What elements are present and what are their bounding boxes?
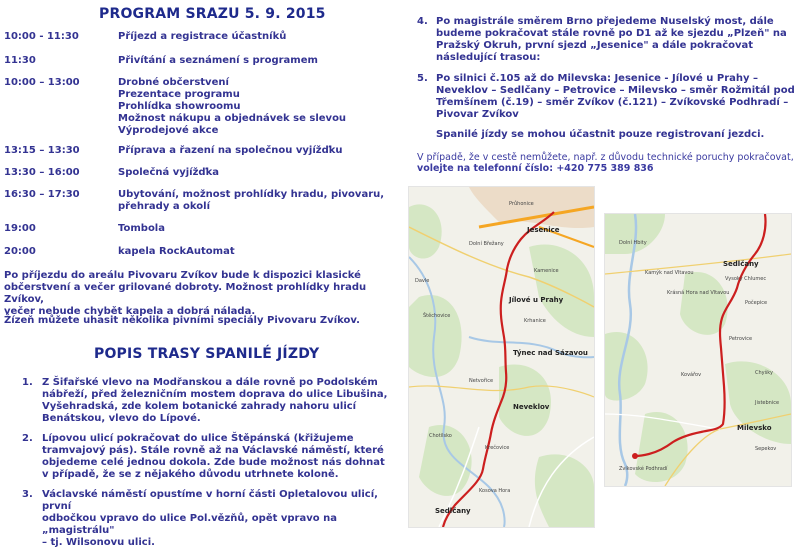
map1-label: Jesenice	[527, 226, 560, 234]
registered-note: Spanilé jízdy se mohou účastnit pouze registrovaní jezdci.	[436, 129, 765, 140]
route-line: Václavské náměstí opustíme v horní části Opletalovou ulicí, první	[42, 489, 378, 512]
map1-svg	[409, 187, 594, 527]
route-line: následující trasou:	[436, 52, 541, 63]
program-time: 10:00 - 11:30	[4, 31, 79, 42]
program-desc: Přivítání a seznámení s programem	[118, 55, 318, 66]
program-desc: Výprodejové akce	[118, 125, 219, 136]
route-step-number: 5.	[417, 73, 428, 84]
route-line: odbočkou vpravo do ulice Pol.vězňů, opět vpravo na „magistrálu"	[42, 513, 337, 536]
program-paragraph	[4, 270, 396, 318]
map1-label: Kamenice	[534, 268, 559, 274]
program-time: 16:30 – 17:30	[4, 189, 80, 200]
route-line: budeme pokračovat stále rovně po D1 až ke sjezdu „Plzeň" na	[436, 28, 787, 39]
map1-label: Kosova Hora	[479, 488, 511, 494]
program-time: 13:30 – 16:00	[4, 167, 80, 178]
route-step-number: 4.	[417, 16, 428, 27]
route-line: Pražský Okruh, první sjezd „Jesenice" a dále pokračovat	[436, 40, 754, 51]
map2-label: Zvíkovské Podhradí	[619, 466, 668, 472]
program-desc: Příprava a řazení na společnou vyjížďku	[118, 145, 343, 156]
program-time: 13:15 – 13:30	[4, 145, 80, 156]
route-line: objedeme celé jednou dokola. Zde bude možnost nás dohnat	[42, 457, 385, 468]
program-desc: Společná vyjížďka	[118, 167, 219, 178]
map2-label: Chyšky	[755, 370, 773, 376]
program-desc: Možnost nákupu a objednávek se slevou	[118, 113, 347, 124]
paragraph-line: občerstvení a večer grilované dobroty. Možnost prohlídky hradu Zvíkov,	[4, 282, 367, 305]
route-step-number: 2.	[22, 433, 33, 444]
program-desc: Příjezd a registrace účastníků	[118, 31, 287, 42]
route-step-text	[436, 73, 798, 121]
map1-label: Průhonice	[509, 201, 534, 207]
program-desc: Tombola	[118, 223, 165, 234]
route-line: Lípovou ulicí pokračovat do ulice Štěpánská (křižujeme	[42, 433, 354, 444]
route-line: Vyšehradská, zde kolem botanické zahrady nahoru ulicí	[42, 401, 357, 412]
map1-label: Jílové u Prahy	[509, 296, 564, 304]
map2-label: Kamýk nad Vltavou	[645, 270, 694, 276]
map2-label: Počepice	[745, 300, 768, 306]
program-time: 11:30	[4, 55, 36, 66]
map2-label: Sedlčany	[723, 260, 759, 268]
contact-phone: +420 775 389 836	[553, 163, 654, 174]
map2-label: Vysoký Chlumec	[725, 276, 767, 282]
map2-label: Krásná Hora nad Vltavou	[667, 290, 730, 296]
program-time: 20:00	[4, 246, 36, 257]
route-step-text	[42, 433, 388, 481]
route-line: v případě, že se z nějakého důvodu utrhnete koloně.	[42, 469, 339, 480]
route-line: tramvajový pás). Stále rovně až na Václavské náměstí, které	[42, 445, 384, 456]
paragraph-line: večer nebude chybět kapela a dobrá nálada.	[4, 306, 256, 317]
route-line: Pivovar Zvíkov	[436, 109, 519, 120]
map2-svg	[605, 214, 791, 486]
route-map-sedlcany-zvikov	[604, 213, 792, 487]
route-step-text	[42, 377, 388, 425]
route-step-text	[436, 16, 798, 64]
program-desc-block	[118, 77, 398, 137]
route-map-jesenice-sedlcany	[408, 186, 595, 528]
map1-label: Davle	[415, 278, 430, 284]
route-line: Neveklov – Sedlčany – Petrovice – Milevsko – směr Rožmitál pod	[436, 85, 795, 96]
program-desc: Ubytování, možnost prohlídky hradu, pivovaru,	[118, 189, 385, 200]
route-line: Třemšínem (č.19) – směr Zvíkov (č.121) – Zvíkovské Podhradí –	[436, 97, 789, 108]
left-column	[0, 0, 400, 548]
route-title: POPIS TRASY SPANILÉ JÍZDY	[94, 346, 320, 362]
program-time: 10:00 – 13:00	[4, 77, 80, 88]
map2-label: Kovářov	[681, 372, 702, 378]
route-line: Po magistrále směrem Brno přejedeme Nuselský most, dále	[436, 16, 774, 27]
program-paragraph: Žízeň můžete uhasit několika pivními speciály Pivovaru Zvíkov.	[4, 315, 360, 326]
map1-label: Netvořice	[469, 378, 494, 384]
map2-label: Milevsko	[737, 424, 772, 432]
contact-line: V případě, že v cestě nemůžete, např. z důvodu technické poruchy pokračovat,	[417, 152, 794, 163]
route-line: Benátskou, vlevo do Lípové.	[42, 413, 201, 424]
program-desc: přehrady a okolí	[118, 201, 211, 212]
map1-label: Štěchovice	[423, 313, 451, 319]
route-step-number: 1.	[22, 377, 33, 388]
map1-label: Krečovice	[485, 445, 510, 451]
map1-label: Týnec nad Sázavou	[513, 349, 588, 357]
route-line: Z Šifařské vlevo na Modřanskou a dále rovně po Podolském	[42, 377, 378, 388]
map1-label: Chotilsko	[429, 433, 452, 439]
program-desc-block	[118, 189, 398, 213]
map1-label: Dolní Břežany	[469, 241, 504, 247]
paragraph-line: Po příjezdu do areálu Pivovaru Zvíkov bude k dispozici klasické	[4, 270, 361, 281]
program-desc: Drobné občerstvení	[118, 77, 229, 88]
contact-line	[417, 163, 797, 175]
map1-label: Sedlčany	[435, 507, 471, 515]
map2-label: Dolní Hbity	[619, 240, 647, 246]
program-desc: kapela RockAutomat	[118, 246, 235, 257]
route-line: nábřeží, před železničním mostem doprava do ulice Libušina,	[42, 389, 388, 400]
route-step-text	[42, 489, 388, 549]
map1-label: Neveklov	[513, 403, 550, 411]
map2-label: Sepekov	[755, 446, 777, 452]
map1-label: Krhanice	[524, 318, 546, 324]
route-line: – tj. Wilsonovu ulici.	[42, 537, 155, 548]
route-line: Po silnici č.105 až do Milevska: Jesenice - Jílové u Prahy –	[436, 73, 759, 84]
program-desc: Prezentace programu	[118, 89, 240, 100]
route-step-number: 3.	[22, 489, 33, 500]
contact-label: volejte na telefonní číslo:	[417, 163, 554, 174]
map2-label: Petrovice	[729, 336, 753, 342]
map2-label: Jistebnice	[755, 400, 780, 406]
program-desc: Prohlídka showroomu	[118, 101, 241, 112]
program-title: PROGRAM SRAZU 5. 9. 2015	[99, 6, 326, 22]
program-time: 19:00	[4, 223, 36, 234]
